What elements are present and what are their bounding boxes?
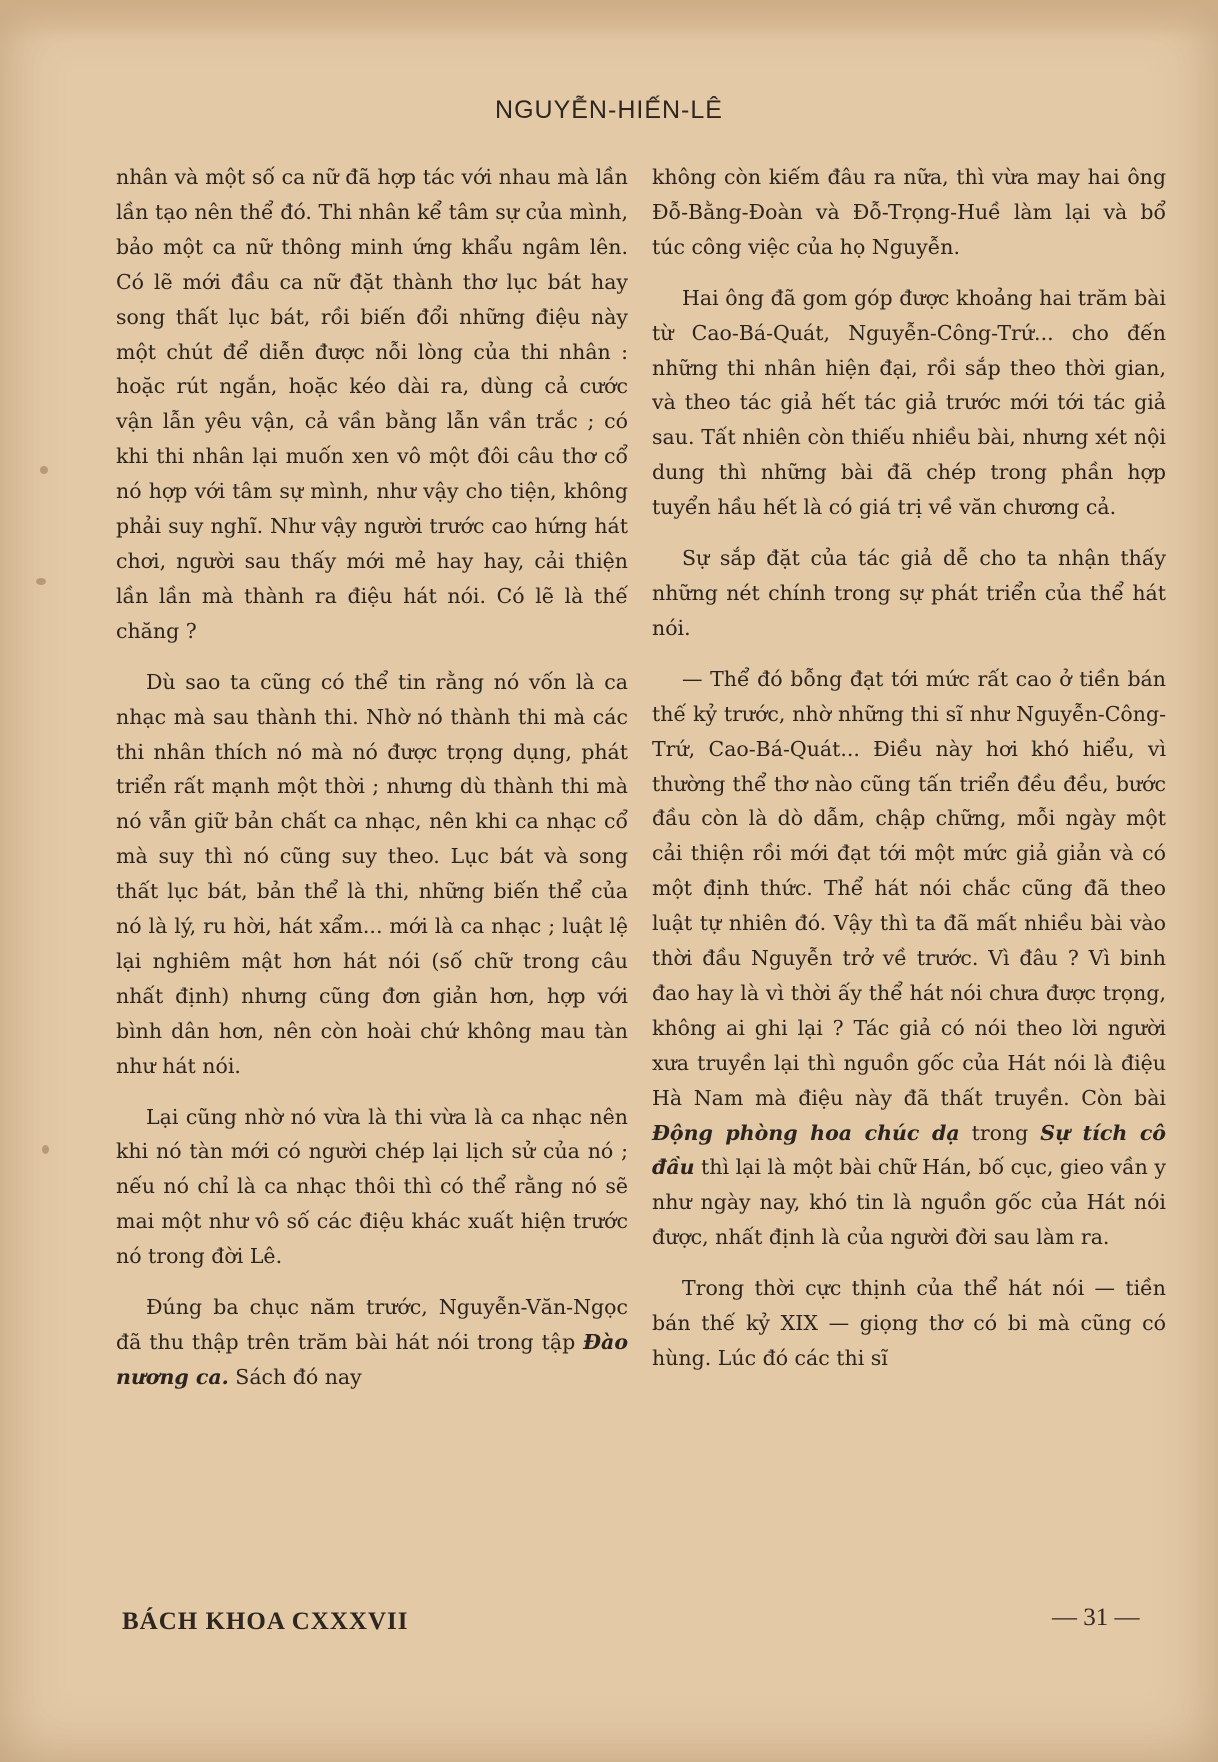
running-header-author: NGUYỄN-HIẾN-LÊ	[495, 96, 723, 124]
text-run: trong	[959, 1120, 1041, 1145]
paragraph: Dù sao ta cũng có thể tin rằng nó vốn là ca nhạc mà sau thành thi. Nhờ nó thành thi mà các thi nhân thích nó mà nó được trọng dụng, phát triển rất mạnh một thời ; nhưng dù thành thi mà nó vẫn giữ bản chất ca nhạc, nên khi ca nhạc cổ mà suy thì nó cũng suy theo. Lục bát và song thất lục bát, bản thể là thi, những biến thể của nó là lý, ru hời, hát xẩm... mới là ca nhạc ; luật lệ lại nghiêm mật hơn hát nói (số chữ trong câu nhất định) nhưng cũng đơn giản hơn, hợp với bình dân hơn, nên còn hoài chứ không mau tàn như hát nói.	[116, 669, 628, 1078]
paragraph	[652, 662, 1166, 1255]
paragraph: Sự sắp đặt của tác giả dễ cho ta nhận thấy những nét chính trong sự phát triển của thể hát nói.	[652, 546, 1166, 640]
right-column	[652, 160, 1166, 1392]
paper-stain	[42, 1145, 49, 1154]
book-title: Đào nương ca.	[116, 1330, 628, 1389]
paper-stain	[36, 578, 46, 585]
paragraph: không còn kiếm đâu ra nữa, thì vừa may hai ông Đỗ-Bằng-Đoàn và Đỗ-Trọng-Huề làm lại và bổ túc công việc của họ Nguyễn.	[652, 165, 1166, 259]
paragraph: Hai ông đã gom góp được khoảng hai trăm bài từ Cao-Bá-Quát, Nguyễn-Công-Trứ... cho đến những thi nhân hiện đại, rồi sắp theo thời gian, và theo tác giả hết tác giả trước mới tới tác giả sau. Tất nhiên còn thiếu nhiều bài, nhưng xét nội dung thì những bài đã chép trong phần hợp tuyển hầu hết là có giá trị về văn chương cả.	[652, 285, 1166, 520]
text-run: thì lại là một bài chữ Hán, bố cục, gieo vần y như ngày nay, khó tin là nguồn gốc của Hát nói được, nhất định là của người đời sau làm ra.	[652, 1155, 1166, 1250]
paragraph: nhân và một số ca nữ đã hợp tác với nhau mà lần lần tạo nên thể đó. Thi nhân kể tâm sự của mình, bảo một ca nữ thông minh ứng khẩu ngâm lên. Có lẽ mới đầu ca nữ đặt thành thơ lục bát hay song thất lục bát, rồi biến đổi những điệu này một chút để diễn được nỗi lòng của thi nhân : hoặc rút ngắn, hoặc kéo dài ra, dùng cả cước vận lẫn yêu vận, cả vần bằng lẫn vần trắc ; có khi thi nhân lại muốn xen vô một đôi câu thơ cổ nó hợp với tâm sự mình, như vậy cho tiện, không phải suy nghĩ. Như vậy người trước cao hứng hát chơi, người sau thấy mới mẻ hay hay, cải thiện lần lần mà thành ra điệu hát nói. Có lẽ là thế chăng ?	[116, 165, 628, 643]
page-number: — 31 —	[1052, 1604, 1140, 1631]
text-run: — Thể đó bỗng đạt tới mức rất cao ở tiền bán thế kỷ trước, nhờ những thi sĩ như Nguyễn-Công-Trứ, Cao-Bá-Quát... Điều này hơi khó hiểu, vì thường thể thơ nào cũng tấn triển đều đều, bước đầu còn là dò dẫm, chập chững, mỗi ngày một cải thiện rồi mới đạt tới một mức giả giản và có một định thức. Thể hát nói chắc cũng đã theo luật tự nhiên đó. Vậy thì ta đã mất nhiều bài vào thời đầu Nguyễn trở về trước. Vì đâu ? Vì binh đao hay là vì thời ấy thể hát nói chưa được trọng, không ai ghi lại ? Tác giả có nói theo lời người xưa truyền lại thì nguồn gốc của Hát nói là điệu Hà Nam mà điệu này đã thất truyền. Còn bài	[652, 666, 1166, 1110]
paragraph	[116, 1290, 628, 1395]
paragraph: Trong thời cực thịnh của thể hát nói — tiền bán thế kỷ XIX — giọng thơ có bi mà cũng có hùng. Lúc đó các thi sĩ	[652, 1276, 1166, 1370]
text-run: Đúng ba chục năm trước, Nguyễn-Văn-Ngọc đã thu thập trên trăm bài hát nói trong tập	[116, 1295, 628, 1354]
work-title: Động phòng hoa chúc dạ	[652, 1120, 960, 1145]
left-column	[116, 160, 628, 1411]
text-run: Sách đó nay	[228, 1364, 362, 1389]
paragraph: Lại cũng nhờ nó vừa là thi vừa là ca nhạc nên khi nó tàn mới có người chép lại lịch sử của nó ; nếu nó chỉ là ca nhạc thôi thì có thể rằng nó sẽ mai một như vô số các điệu khác xuất hiện trước nó trong đời Lê.	[116, 1104, 628, 1269]
paper-stain	[40, 466, 48, 474]
book-title: Sự tích cô đầu	[652, 1120, 1166, 1180]
magazine-footer: BÁCH KHOA CXXXVII	[122, 1608, 409, 1635]
